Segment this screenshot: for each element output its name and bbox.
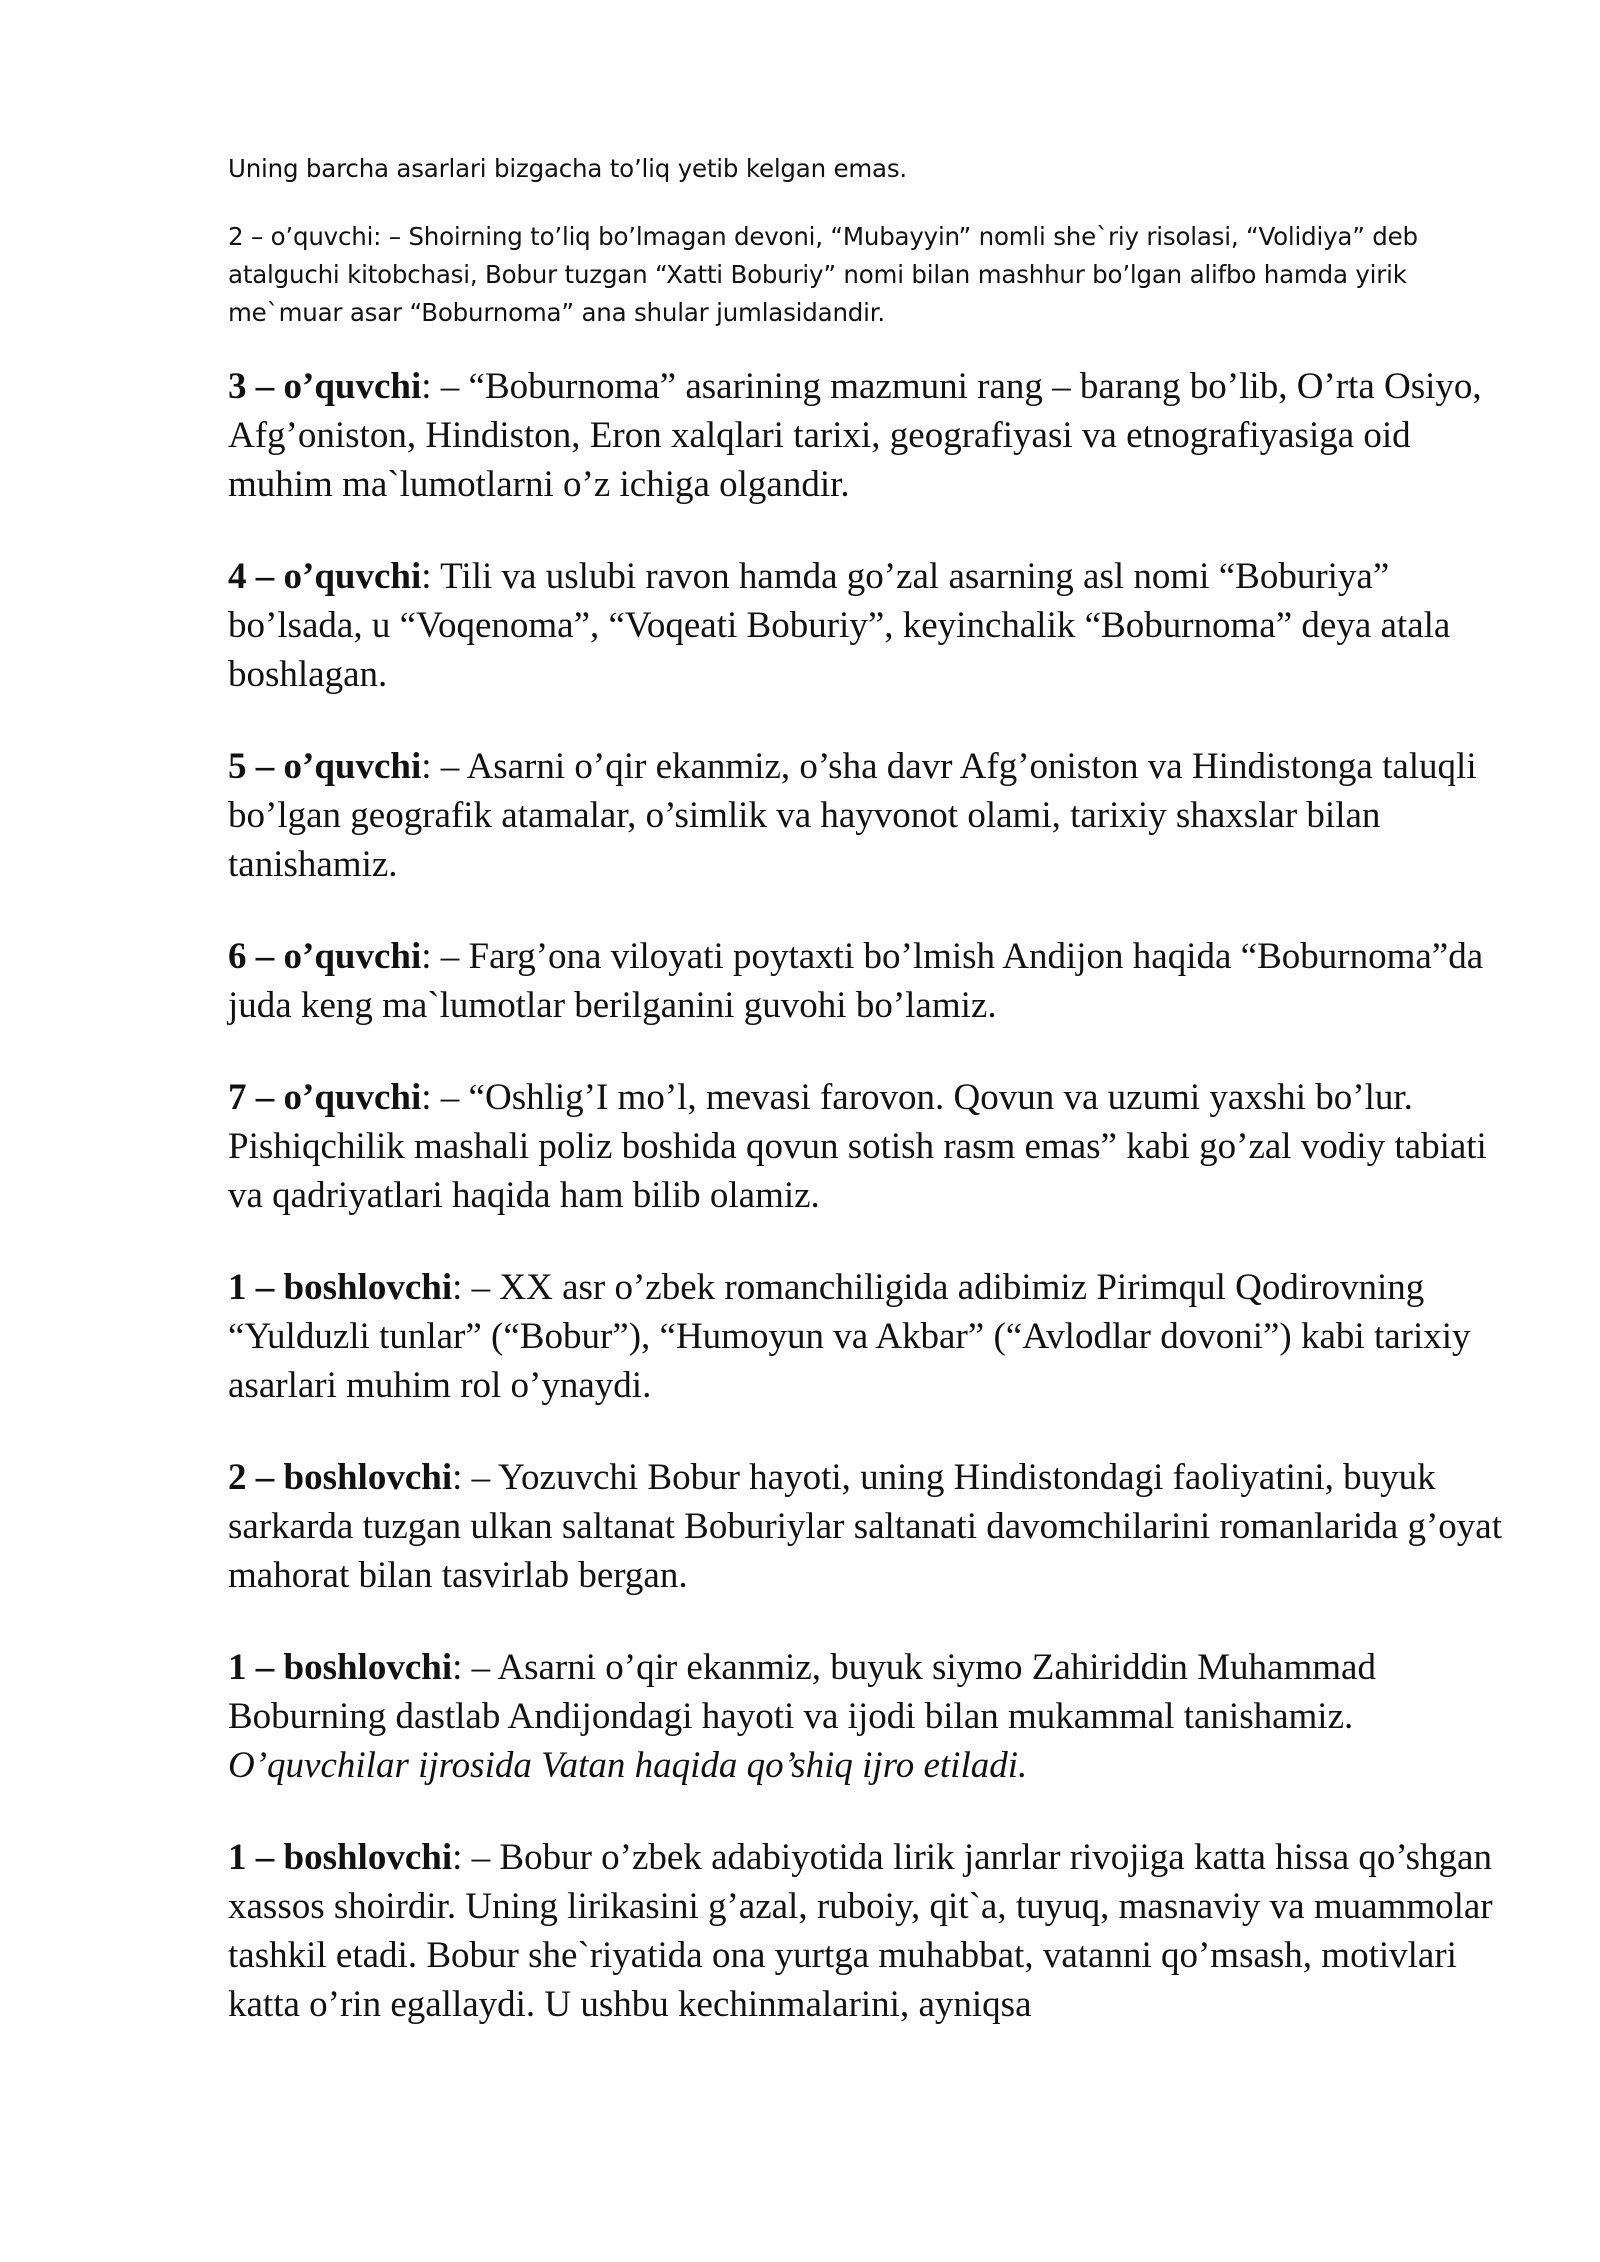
- speaker-label: 1 – boshlovchi: [228, 1267, 453, 1308]
- paragraph-host-2: [228, 1453, 1518, 1600]
- speaker-label: 3 – o’quvchi: [228, 366, 422, 407]
- paragraph-host-1b: [228, 1643, 1518, 1790]
- paragraph-text: : – Asarni o’qir ekanmiz, buyuk siymo Zahiriddin Muhammad Boburning dastlab Andijondagi hayoti va ijodi bilan mukammal tanishamiz.: [228, 1647, 1376, 1737]
- paragraph-text: : – XX asr o’zbek romanchiligida adibimiz Pirimqul Qodirovning “Yulduzli tunlar” (“Bobur”), “Humoyun va Akbar” (“Avlodlar dovoni”) kabi tarixiy asarlari muhim rol o’ynaydi.: [228, 1267, 1471, 1406]
- paragraph-intro: [228, 150, 1518, 188]
- paragraph-text: 2 – o’quvchi: – Shoirning to’liq bo’lmagan devoni, “Mubayyin” nomli she`riy risolasi, “Volidiya” deb atalguchi kitobchasi, Bobur tuzgan “Xatti Boburiy” nomi bilan mashhur bo’lgan alifbo hamda yirik me`muar asar “Boburnoma” ana shular jumlasidandir.: [228, 222, 1418, 327]
- paragraph-host-1c: [228, 1833, 1518, 2029]
- paragraph-reader-6: [228, 932, 1518, 1030]
- document-page: [228, 150, 1518, 2072]
- speaker-label: 7 – o’quvchi: [228, 1077, 422, 1118]
- paragraph-text: : – “Boburnoma” asarining mazmuni rang – barang bo’lib, O’rta Osiyo, Afg’oniston, Hindiston, Eron xalqlari tarixi, geografiyasi va etnografiyasiga oid muhim ma`lumotlarni o’z ichiga olgandir.: [228, 366, 1482, 505]
- speaker-label: 1 – boshlovchi: [228, 1647, 453, 1688]
- paragraph-text: : – Asarni o’qir ekanmiz, o’sha davr Afg’oniston va Hindistonga taluqli bo’lgan geografik atamalar, o’simlik va hayvonot olami, tarixiy shaxslar bilan tanishamiz.: [228, 746, 1477, 885]
- paragraph-text: : – “Oshlig’I mo’l, mevasi farovon. Qovun va uzumi yaxshi bo’lur. Pishiqchilik mashali poliz boshida qovun sotish rasm emas” kabi go’zal vodiy tabiati va qadriyatlari haqida ham bilib olamiz.: [228, 1077, 1487, 1216]
- paragraph-text: Uning barcha asarlari bizgacha to’liq yetib kelgan emas.: [228, 154, 908, 183]
- paragraph-reader-2: [228, 218, 1518, 332]
- paragraph-reader-4: [228, 552, 1518, 699]
- speaker-label: 4 – o’quvchi: [228, 556, 422, 597]
- paragraph-text: : – Farg’ona viloyati poytaxti bo’lmish Andijon haqida “Boburnoma”da juda keng ma`lumotlar berilganini guvohi bo’lamiz.: [228, 936, 1484, 1026]
- stage-direction: O’quvchilar ijrosida Vatan haqida qo’shiq ijro etiladi.: [228, 1745, 1028, 1786]
- paragraph-reader-7: [228, 1073, 1518, 1220]
- speaker-label: 1 – boshlovchi: [228, 1837, 453, 1878]
- paragraph-text: : – Yozuvchi Bobur hayoti, uning Hindistondagi faoliyatini, buyuk sarkarda tuzgan ulkan saltanat Boburiylar saltanati davomchilarini romanlarida g’oyat mahorat bilan tasvirlab bergan.: [228, 1457, 1502, 1596]
- paragraph-text: : Tili va uslubi ravon hamda go’zal asarning asl nomi “Boburiya” bo’lsada, u “Voqenoma”, “Voqeati Boburiy”, keyinchalik “Boburnoma” deya atala boshlagan.: [228, 556, 1451, 695]
- paragraph-host-1a: [228, 1263, 1518, 1410]
- speaker-label: 5 – o’quvchi: [228, 746, 422, 787]
- speaker-label: 6 – o’quvchi: [228, 936, 422, 977]
- paragraph-reader-3: [228, 362, 1518, 509]
- paragraph-text: : – Bobur o’zbek adabiyotida lirik janrlar rivojiga katta hissa qo’shgan xassos shoirdir. Uning lirikasini g’azal, ruboiy, qit`a, tuyuq, masnaviy va muammolar tashkil etadi. Bobur she`riyatida ona yurtga muhabbat, vatanni qo’msash, motivlari katta o’rin egallaydi. U ushbu kechinmalarini, ayniqsa: [228, 1837, 1493, 2025]
- speaker-label: 2 – boshlovchi: [228, 1457, 453, 1498]
- paragraph-reader-5: [228, 742, 1518, 889]
